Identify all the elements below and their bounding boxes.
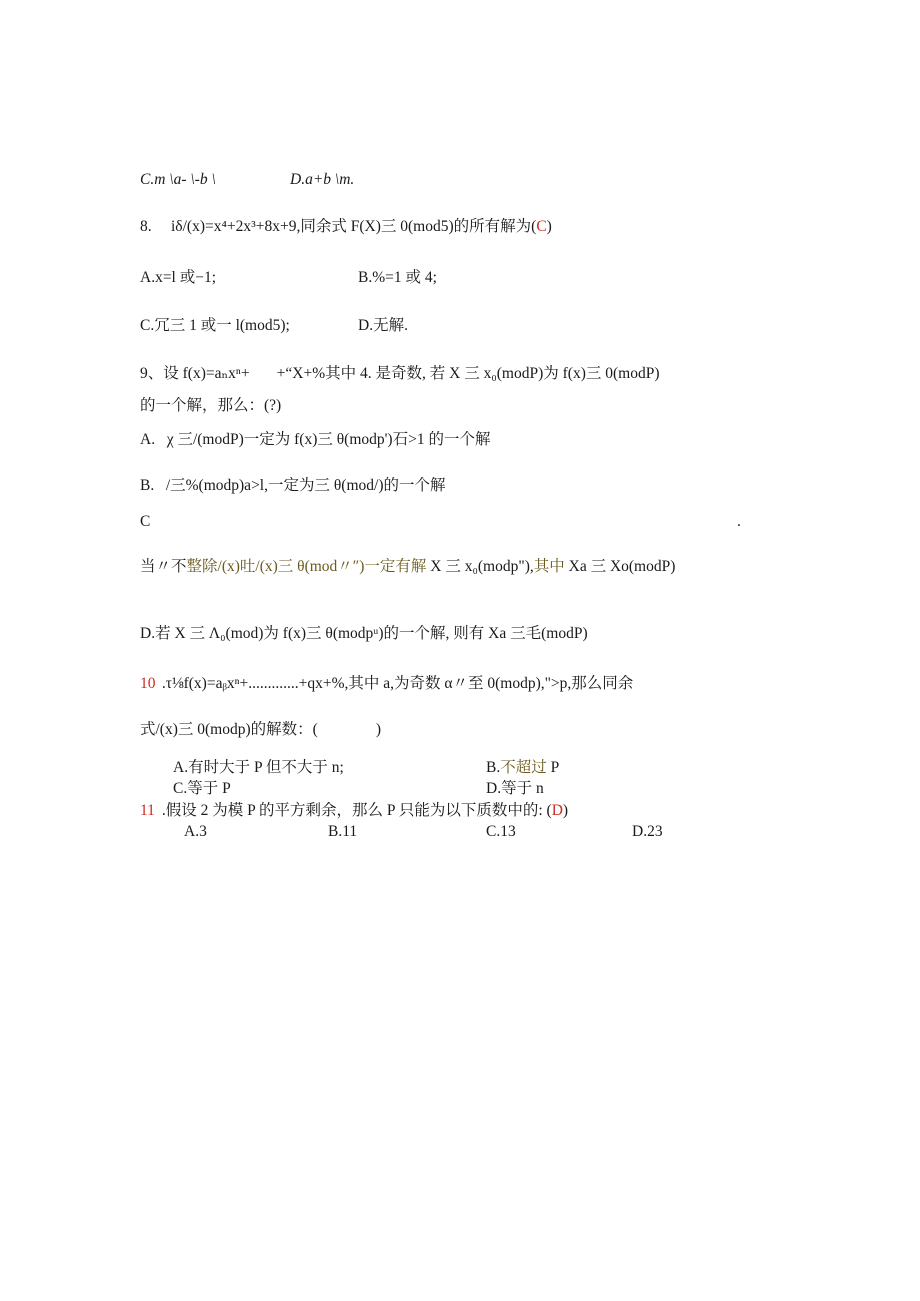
- q9-c-part3: X 三 x₀(modp"),: [426, 558, 534, 575]
- q10-stem-line2: 式/(x)三 0(modp)的解数：( ): [140, 721, 382, 738]
- q9-c-part5: Xa 三 Xo(modP): [564, 558, 676, 575]
- q11-stem: [158, 801, 568, 821]
- q9-option-d: D.若 X 三 Λ₀(mod)为 f(x)三 θ(modpᵘ)的一个解, 则有 Xa 三毛(modP): [140, 625, 588, 642]
- q7-option-d: D.a+b \m.: [290, 171, 355, 188]
- q11-number: 11: [140, 802, 155, 819]
- q10-stem-line1: .τ⅛f(x)=aᵦxⁿ+.............+qx+%,其中 a,为奇数 α〃至 0(modp),">p,那么同余: [158, 675, 634, 692]
- q9-stem-line2: 的一个解，那么：(?): [140, 397, 282, 414]
- q8-stem-text: iδ/(x)=x⁴+2x³+8x+9,同余式 F(X)三 0(mod5)的所有解为(: [171, 218, 537, 235]
- q8-option-b: B.%=1 或 4;: [358, 269, 437, 286]
- q9-stem-line1: 9、设 f(x)=aₙxⁿ+ +“X+%其中 4. 是奇数, 若 X 三 x₀(modP)为 f(x)三 0(modP): [140, 365, 660, 382]
- q10-option-d: D.等于 n: [486, 780, 544, 797]
- q8-answer: C: [536, 218, 547, 235]
- q10-number: 10: [140, 675, 156, 692]
- q10-b-text: 不超过: [500, 759, 547, 776]
- q8-number: 8.: [140, 218, 152, 235]
- q7-option-c: C.m \a- \-b \: [140, 171, 216, 188]
- q9-c-part4: 其中: [533, 558, 565, 575]
- q9-option-a: A. χ 三/(modP)一定为 f(x)三 θ(modp')石>1 的一个解: [140, 431, 491, 448]
- q10-option-b: [486, 758, 559, 778]
- q11-option-b: B.11: [328, 823, 358, 840]
- q9-option-b: B. /三%(modp)a>l,一定为三 θ(mod/)的一个解: [140, 477, 446, 494]
- q11-option-d: D.23: [632, 823, 663, 840]
- q10-option-a: A.有时大于 P 但不大于 n;: [173, 759, 344, 776]
- q9-option-c-text: [140, 557, 675, 577]
- q10-b-prefix: B.: [486, 759, 501, 776]
- q11-answer: D: [551, 802, 563, 819]
- q11-option-a: A.3: [184, 823, 207, 840]
- q9-c-part1: 当〃不: [140, 558, 187, 575]
- q8-close: ): [546, 218, 552, 235]
- q8-stem: [171, 217, 552, 237]
- q8-option-d: D.无解.: [358, 317, 408, 334]
- q11-option-c: C.13: [486, 823, 516, 840]
- q11-stem-text: .假设 2 为模 P 的平方剩余，那么 P 只能为以下质数中的: (: [158, 802, 552, 819]
- q10-b-suffix: P: [546, 759, 560, 776]
- q9-option-c-label: C: [140, 513, 151, 530]
- q9-option-c-dot: .: [737, 513, 741, 530]
- q10-option-c: C.等于 P: [173, 780, 231, 797]
- q11-close: ): [562, 802, 569, 819]
- q8-option-c: C.冗三 1 或一 l(mod5);: [140, 317, 290, 334]
- q9-c-part2: 整除/(x)吐/(x)三 θ(mod〃″)一定有解: [186, 558, 427, 575]
- q8-option-a: A.x=l 或−1;: [140, 269, 217, 286]
